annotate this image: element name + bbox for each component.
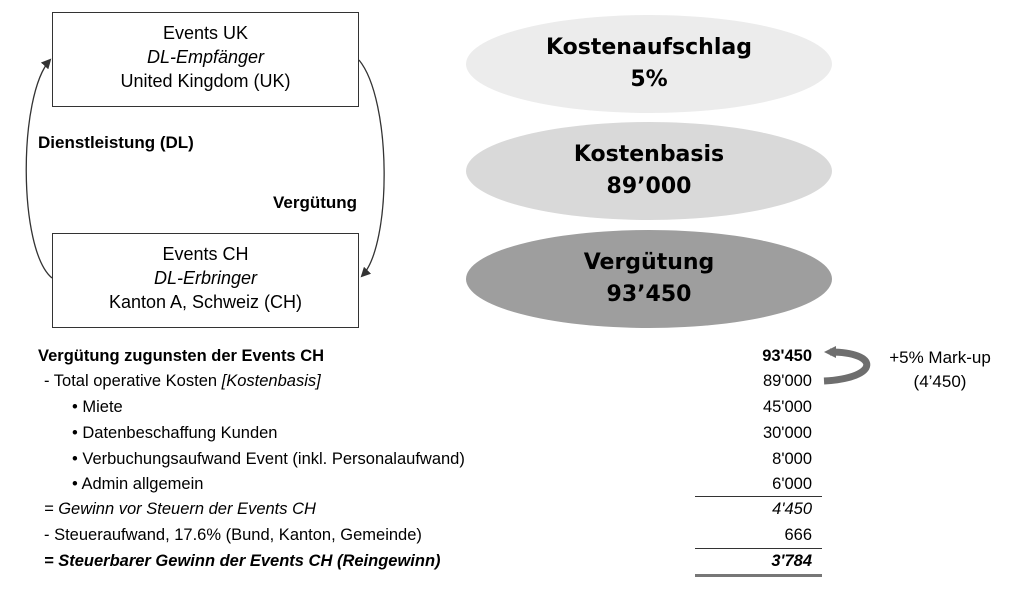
table-row-tax-expense: [0, 523, 1024, 548]
service-arrow: [26, 60, 52, 278]
table-row-rent: [0, 395, 1024, 420]
row-value: 4'450: [772, 500, 812, 518]
table-row-net-profit: [0, 549, 1024, 574]
total-double-underline: [695, 574, 822, 577]
cost-markup-ellipse: [466, 15, 832, 113]
row-label: • Miete: [72, 398, 123, 416]
table-row-admin: [0, 472, 1024, 497]
row-label: • Verbuchungsaufwand Event (inkl. Personalaufwand): [72, 450, 465, 468]
cost-markup-title: Kostenaufschlag: [546, 35, 752, 60]
cost-base-title: Kostenbasis: [573, 142, 725, 167]
row-label: • Datenbeschaffung Kunden: [72, 424, 278, 442]
cost-base-tag: [Kostenbasis]: [221, 372, 321, 390]
markup-amount: (4’450): [913, 372, 967, 391]
events-uk-name: Events UK: [162, 23, 249, 43]
row-label: Vergütung zugunsten der Events CH: [38, 347, 325, 365]
table-row-profit-before-tax: [0, 497, 1024, 522]
events-uk-role: DL-Empfänger: [146, 47, 265, 67]
row-value: 6'000: [772, 475, 812, 493]
row-label: - Steueraufwand, 17.6% (Bund, Kanton, Gemeinde): [44, 526, 422, 544]
events-ch-name: Events CH: [162, 244, 249, 264]
compensation-title: Vergütung: [583, 250, 715, 275]
row-value: 8'000: [772, 450, 812, 468]
events-uk-location: United Kingdom (UK): [120, 71, 291, 91]
row-value: 30'000: [762, 424, 812, 442]
events-ch-location: Kanton A, Schweiz (CH): [108, 292, 303, 312]
cost-markup-value: 5%: [630, 67, 668, 92]
table-row-data-acquisition: [0, 421, 1024, 446]
compensation-arrow: [359, 60, 384, 276]
markup-percent: +5% Mark-up: [889, 348, 991, 367]
service-flow-label: Dienstleistung (DL): [38, 133, 194, 152]
events-ch-role: DL-Erbringer: [153, 268, 258, 288]
table-row-booking-expense: [0, 447, 1024, 472]
row-label: = Gewinn vor Steuern der Events CH: [44, 500, 316, 518]
row-value: 89'000: [762, 372, 812, 390]
row-value: 45'000: [762, 398, 812, 416]
row-value: 93'450: [762, 347, 812, 365]
row-label: • Admin allgemein: [72, 475, 204, 493]
compensation-ellipse: [466, 230, 832, 328]
row-value: 666: [784, 526, 812, 544]
row-value: 3'784: [771, 552, 812, 570]
compensation-value: 93’450: [606, 282, 692, 307]
compensation-flow-label: Vergütung: [273, 193, 358, 212]
markup-annotation: [870, 346, 1010, 394]
cost-base-value: 89’000: [606, 174, 692, 199]
row-label: = Steuerbarer Gewinn der Events CH (Reingewinn): [44, 552, 441, 570]
cost-base-ellipse: [466, 122, 832, 220]
row-label: - Total operative Kosten [Kostenbasis]: [44, 372, 321, 390]
